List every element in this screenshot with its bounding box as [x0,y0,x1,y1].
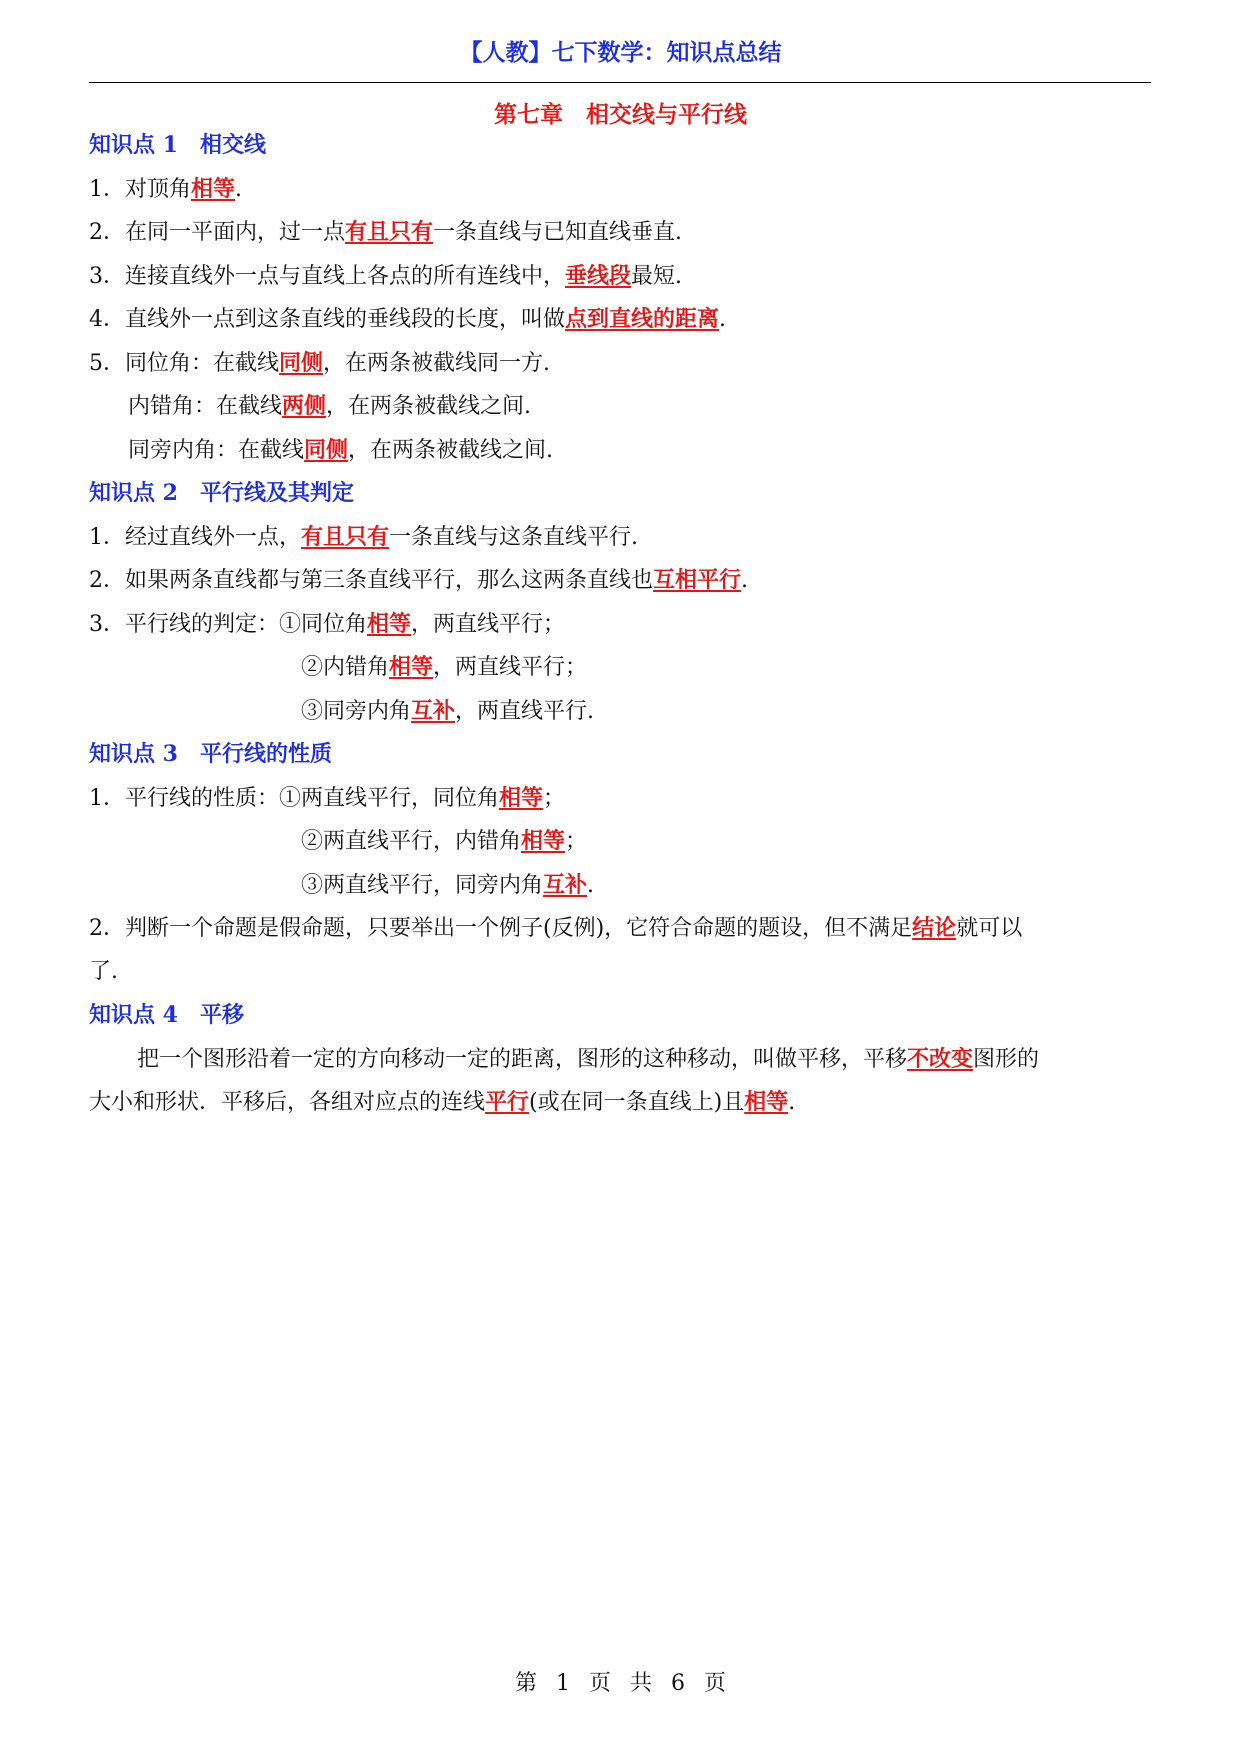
text-segment: ，在两条被截线同一方. [323,351,551,376]
chapter-title: 第七章 相交线与平行线 [494,101,747,128]
text-segment: 1．经过直线外一点， [89,525,301,550]
content-line [128,390,1190,423]
content-line [301,825,1241,858]
text-segment: ，在两条被截线之间. [326,394,532,419]
footer-text: 页 [588,1671,611,1696]
highlighted-term: 结论 [912,915,957,941]
highlighted-term: 互补 [411,698,456,724]
text-segment: 3．连接直线外一点与直线上各点的所有连线中， [89,264,565,289]
text-segment: 同旁内角：在截线 [128,438,305,463]
text-segment: 1．对顶角 [89,177,191,202]
header-divider [89,82,1151,83]
content-line [89,1086,1151,1119]
highlighted-term: 相等 [744,1089,789,1115]
text-segment: 就可以 [956,916,1023,941]
content-line [89,521,1151,554]
content-line [301,869,1241,902]
text-segment: 2．如果两条直线都与第三条直线平行，那么这两条直线也 [89,568,653,593]
text-segment: 大小和形状．平移后，各组对应点的连线 [89,1090,486,1115]
highlighted-term: 相等 [521,828,566,854]
content-line [301,695,1241,728]
text-segment: ； [543,786,566,811]
content-line [89,303,1151,336]
text-segment: . [741,568,749,593]
highlighted-term: 点到直线的距离 [565,306,720,332]
footer-text: 页 [704,1671,727,1696]
section-heading-3: 知识点 3 平行线的性质 [89,741,332,767]
text-segment: ③同旁内角 [301,699,412,724]
text-segment: ，两直线平行. [455,699,595,724]
text-segment: 2．在同一平面内，过一点 [89,220,345,245]
page-number: 1 [555,1671,570,1696]
content-line [89,782,1151,815]
content-line [89,956,1151,988]
content-line [89,912,1151,945]
highlighted-term: 相等 [191,176,236,202]
highlighted-term: 不改变 [907,1046,974,1072]
highlighted-term: 有且只有 [301,524,390,550]
content-line [89,347,1151,380]
text-segment: 最短. [631,264,683,289]
highlighted-term: 两侧 [282,393,327,419]
text-segment: 一条直线与已知直线垂直. [433,220,683,245]
text-segment: 1．平行线的性质：①两直线平行，同位角 [89,786,499,811]
text-segment: 5．同位角：在截线 [89,351,279,376]
document-header-title: 【人教】七下数学：知识点总结 [459,39,782,66]
section-heading-4: 知识点 4 平移 [89,1002,244,1028]
text-segment: 一条直线与这条直线平行. [389,525,639,550]
text-segment: ，两直线平行； [433,655,588,680]
content-line [89,216,1151,249]
highlighted-term: 同侧 [279,350,324,376]
text-segment: 内错角：在截线 [128,394,283,419]
total-pages: 6 [671,1671,686,1696]
content-line [301,651,1241,684]
highlighted-term: 相等 [367,611,412,637]
footer-text: 共 [630,1671,653,1696]
text-segment: ； [565,829,588,854]
highlighted-term: 相等 [389,654,434,680]
content-line [89,260,1151,293]
content-line [128,434,1190,467]
text-segment: ，在两条被截线之间. [348,438,554,463]
content-line [137,1043,1199,1076]
highlighted-term: 垂线段 [565,263,632,289]
highlighted-term: 相等 [499,785,544,811]
section-heading-2: 知识点 2 平行线及其判定 [89,480,354,506]
text-segment: . [788,1090,796,1115]
highlighted-term: 同侧 [304,437,349,463]
highlighted-term: 互补 [543,872,588,898]
highlighted-term: 平行 [485,1089,530,1115]
content-line [89,564,1151,597]
text-segment: 图形的 [973,1047,1040,1072]
page-footer [0,1666,1241,1697]
text-segment: 了. [89,959,118,984]
footer-text: 第 [514,1671,537,1696]
text-segment: 4．直线外一点到这条直线的垂线段的长度，叫做 [89,307,565,332]
content-line [89,173,1151,206]
text-segment: . [719,307,727,332]
text-segment: 2．判断一个命题是假命题，只要举出一个例子(反例)，它符合命题的题设，但不满足 [89,916,913,941]
text-segment: . [587,873,595,898]
text-segment: . [235,177,243,202]
text-segment: ③两直线平行，同旁内角 [301,873,544,898]
highlighted-term: 互相平行 [653,567,742,593]
text-segment: ，两直线平行； [411,612,566,637]
section-heading-1: 知识点 1 相交线 [89,132,266,158]
text-segment: ②内错角 [301,655,390,680]
highlighted-term: 有且只有 [345,219,434,245]
text-segment: (或在同一条直线上)且 [529,1090,745,1115]
text-segment: ②两直线平行，内错角 [301,829,522,854]
text-segment: 3．平行线的判定：①同位角 [89,612,367,637]
content-line [89,608,1151,641]
text-segment: 把一个图形沿着一定的方向移动一定的距离，图形的这种移动，叫做平移，平移 [137,1047,908,1072]
